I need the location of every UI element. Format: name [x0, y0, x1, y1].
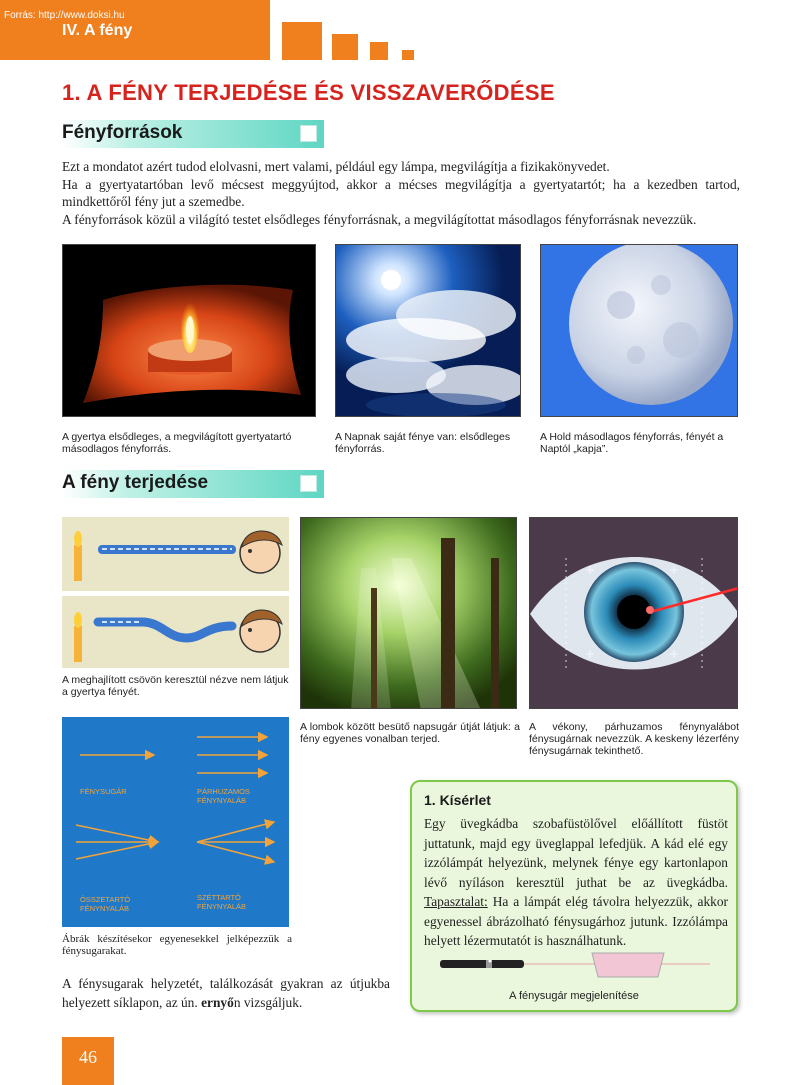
- caption-eye: A vékony, párhuzamos fénynyalábot fénysugárnak nevezzük. A keskeny lézerfény fénysugárnak tekinthető.: [529, 721, 739, 757]
- experiment-title: 1. Kísérlet: [424, 792, 491, 808]
- header-square-1: [282, 22, 322, 60]
- header-square-4: [402, 50, 414, 60]
- page-title: 1. A FÉNY TERJEDÉSE ÉS VISSZAVERŐDÉSE: [62, 80, 555, 105]
- section-box: [300, 475, 317, 492]
- experiment-box: [410, 780, 738, 1012]
- caption-candle: A gyertya elsődleges, a megvilágított gyertyatartó másodlagos fényforrás.: [62, 431, 292, 455]
- moon-photo: [540, 244, 738, 417]
- forest-photo: [300, 517, 517, 709]
- observation-label: Tapasztalat:: [424, 894, 488, 909]
- header-square-3: [370, 42, 388, 60]
- section-heading-propagation: A fény terjedése: [62, 472, 209, 493]
- page-number: 46: [62, 1037, 114, 1085]
- eye-laser-photo: [529, 517, 738, 709]
- paragraph-intro: Ezt a mondatot azért tudod elolvasni, mert valami, például egy lámpa, megvilágítja a fizikakönyvedet. Ha a gyertyatartóban levő mécsest meggyújtod, akkor a mécses megvilágítja a gyertyatartót; ha a kezedben tartod, mindkettőről fény jut a szemedbe. A fényforrások közül a világító testet elsődleges fényforrásnak, a megvilágítottat másodlagos fényforrásnak nevezzük.: [62, 159, 740, 227]
- experiment-image-caption: A fénysugár megjelenítése: [509, 990, 639, 1002]
- header-bar: [0, 0, 270, 60]
- source-text: Forrás: http://www.doksi.hu: [4, 10, 125, 21]
- caption-tube: A meghajlított csövön keresztül nézve nem látjuk a gyertya fényét.: [62, 674, 289, 698]
- bold-word-screen: ernyő: [201, 995, 234, 1010]
- ray-diagram: [62, 717, 289, 927]
- paragraph-screen: A fénysugarak helyzetét, találkozását gyakran az útjukba helyezett síklapon, az ún. ernyőn vizsgáljuk.: [62, 976, 390, 1010]
- label-ray: FÉNYSUGÁR: [80, 787, 127, 796]
- caption-forest: A lombok között besütő napsugár útját látjuk: a fény egyenes vonalban terjed.: [300, 721, 520, 745]
- caption-diagram: Ábrák készítésekor egyenesekkel jelképezzük a fénysugarakat.: [62, 933, 292, 957]
- sun-photo: [335, 244, 521, 417]
- straight-tube-illustration: [62, 517, 289, 591]
- chapter-title: IV. A fény: [62, 22, 133, 39]
- header-square-2: [332, 34, 358, 60]
- candle-photo: [62, 244, 316, 417]
- caption-moon: A Hold másodlagos fényforrás, fényét a Naptól „kapja”.: [540, 431, 724, 455]
- caption-sun: A Napnak saját fénye van: elsődleges fényforrás.: [335, 431, 511, 455]
- section-box: [300, 125, 317, 142]
- label-diverging: SZÉTTARTÓ FÉNYNYALÁB: [197, 893, 247, 911]
- laser-tank-illustration: [438, 950, 716, 980]
- bent-tube-illustration: [62, 596, 289, 668]
- section-heading-light-sources: Fényforrások: [62, 122, 183, 143]
- label-converging: ÖSSZETARTÓ FÉNYNYALÁB: [80, 895, 131, 913]
- label-parallel: PÁRHUZAMOS FÉNYNYALÁB: [197, 787, 250, 805]
- experiment-text: Egy üvegkádba szobafüstölővel előállított füstöt juttatunk, majd egy üveglappal lefedjük. A kád elé egy izzólámpát helyezünk, melynek fénye egy kartonlapon lévő nyíláson keresztül juthat be az üvegkádba. Tapasztalat: Ha a lámpát elég távolra helyezzük, akkor egyenessel ábrázolható fénysugárhoz jutunk. Izzólámpa helyett lézermutatót is használhatunk.: [424, 816, 728, 948]
